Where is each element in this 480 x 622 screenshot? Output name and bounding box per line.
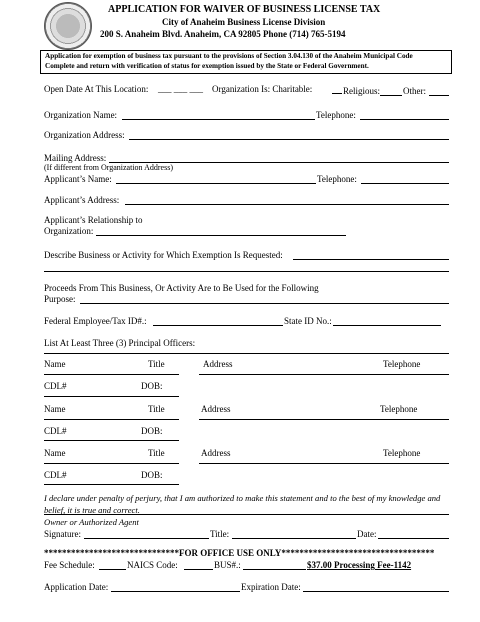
proceeds-label: Proceeds From This Business, Or Activity Are to Be Used for the Following bbox=[44, 283, 319, 293]
applicant-address-label: Applicant’s Address: bbox=[44, 195, 120, 205]
officer-3-dob-label: DOB: bbox=[141, 470, 163, 480]
notice-box bbox=[40, 50, 452, 74]
officer-3-name-label: Name bbox=[44, 448, 66, 458]
signature-field[interactable] bbox=[84, 538, 209, 539]
title-label: Title: bbox=[210, 529, 230, 539]
division-address: 200 S. Anaheim Blvd. Anaheim, CA 92805 Phone (714) 765-5194 bbox=[100, 29, 346, 39]
officer-2-name-field[interactable] bbox=[44, 419, 179, 420]
officer-3-address-label: Address bbox=[201, 448, 231, 458]
naics-code-label: NAICS Code: bbox=[127, 560, 178, 570]
officer-2-cdl-label: CDL# bbox=[44, 426, 67, 436]
state-id-label: State ID No.: bbox=[284, 316, 332, 326]
bus-number-label: BUS#.: bbox=[214, 560, 241, 570]
org-address-field[interactable] bbox=[129, 139, 449, 140]
org-name-label: Organization Name: bbox=[44, 110, 118, 120]
applicant-name-label: Applicant’s Name: bbox=[44, 174, 112, 184]
applicant-telephone-label: Telephone: bbox=[317, 174, 357, 184]
officer-2-telephone-label: Telephone bbox=[380, 404, 418, 414]
officer-1-name-label: Name bbox=[44, 359, 66, 369]
signature-label: Signature: bbox=[44, 529, 81, 539]
naics-code-field[interactable] bbox=[184, 569, 213, 570]
officer-1-dob-label: DOB: bbox=[141, 381, 163, 391]
org-telephone-field[interactable] bbox=[360, 119, 449, 120]
declaration-rule bbox=[44, 514, 449, 515]
notice-line-2: Complete and return with verification of status for exemption issued by the State or Federal Government. bbox=[45, 62, 369, 70]
officer-2-address-label: Address bbox=[201, 404, 231, 414]
other-label: Other: bbox=[403, 86, 426, 96]
officer-1-address-label: Address bbox=[203, 359, 233, 369]
religious-label: Religious: bbox=[343, 86, 381, 96]
officer-3-address-field[interactable] bbox=[199, 463, 449, 464]
officer-2-title-label: Title bbox=[148, 404, 165, 414]
form-title: APPLICATION FOR WAIVER OF BUSINESS LICENSE TAX bbox=[108, 4, 381, 15]
charitable-field[interactable] bbox=[332, 93, 342, 94]
org-type-label: Organization Is: Charitable: bbox=[212, 84, 313, 94]
federal-id-field[interactable] bbox=[153, 325, 283, 326]
relationship-field[interactable] bbox=[96, 235, 346, 236]
officer-1-telephone-label: Telephone bbox=[383, 359, 421, 369]
notice-line-1: Application for exemption of business tax pursuant to the provisions of Section 3.04.130 of the Anaheim Municipal Code bbox=[45, 52, 413, 60]
officer-2-cdl-field[interactable] bbox=[44, 440, 179, 441]
describe-field[interactable] bbox=[293, 259, 449, 260]
mailing-address-label: Mailing Address: bbox=[44, 153, 107, 163]
officer-3-name-field[interactable] bbox=[44, 463, 179, 464]
title-field[interactable] bbox=[232, 538, 356, 539]
fee-schedule-field[interactable] bbox=[99, 569, 126, 570]
application-date-field[interactable] bbox=[111, 591, 240, 592]
date-label: Date: bbox=[357, 529, 377, 539]
expiration-date-label: Expiration Date: bbox=[241, 582, 301, 592]
applicant-name-field[interactable] bbox=[116, 183, 316, 184]
applicant-telephone-field[interactable] bbox=[361, 183, 449, 184]
federal-id-label: Federal Employee/Tax ID#.: bbox=[44, 316, 147, 326]
application-date-label: Application Date: bbox=[44, 582, 109, 592]
org-address-label: Organization Address: bbox=[44, 130, 125, 140]
officer-3-cdl-field[interactable] bbox=[44, 484, 179, 485]
officer-1-name-field[interactable] bbox=[44, 374, 179, 375]
applicant-address-field[interactable] bbox=[125, 204, 449, 205]
org-name-field[interactable] bbox=[122, 119, 315, 120]
expiration-date-field[interactable] bbox=[303, 591, 449, 592]
officer-3-cdl-label: CDL# bbox=[44, 470, 67, 480]
state-id-field[interactable] bbox=[333, 325, 441, 326]
officer-2-dob-label: DOB: bbox=[141, 426, 163, 436]
city-seal-icon bbox=[44, 2, 92, 50]
fee-schedule-label: Fee Schedule: bbox=[44, 560, 95, 570]
org-telephone-label: Telephone: bbox=[316, 110, 356, 120]
officer-1-cdl-label: CDL# bbox=[44, 381, 67, 391]
officer-2-name-label: Name bbox=[44, 404, 66, 414]
religious-field[interactable] bbox=[380, 95, 402, 96]
declaration-text-2: belief, it is true and correct. bbox=[44, 505, 140, 515]
office-use-heading: ******************************FOR OFFICE USE ONLY********************************** bbox=[44, 548, 435, 558]
officer-1-cdl-field[interactable] bbox=[44, 396, 179, 397]
officer-3-title-label: Title bbox=[148, 448, 165, 458]
officer-2-address-field[interactable] bbox=[199, 419, 449, 420]
describe-field-line-2[interactable] bbox=[44, 271, 449, 272]
purpose-label: Purpose: bbox=[44, 294, 76, 304]
officer-separator bbox=[44, 353, 449, 354]
officers-label: List At Least Three (3) Principal Officers: bbox=[44, 338, 196, 348]
mailing-address-note: (If different from Organization Address) bbox=[44, 163, 173, 172]
open-date-field[interactable]: ___ ___ ___ bbox=[158, 84, 203, 94]
purpose-field[interactable] bbox=[80, 303, 449, 304]
officer-1-title-label: Title bbox=[148, 359, 165, 369]
open-date-label: Open Date At This Location: bbox=[44, 84, 149, 94]
date-field[interactable] bbox=[378, 538, 449, 539]
processing-fee: $37.00 Processing Fee-1142 bbox=[307, 560, 412, 570]
other-field[interactable] bbox=[429, 95, 449, 96]
owner-agent-label: Owner or Authorized Agent bbox=[44, 517, 139, 527]
officer-3-telephone-label: Telephone bbox=[383, 448, 421, 458]
declaration-text: I declare under penalty of perjury, that I am authorized to make this statement and to the best of my knowledge and bbox=[44, 493, 441, 503]
relationship-label: Applicant’s Relationship to bbox=[44, 215, 143, 225]
bus-number-field[interactable] bbox=[243, 569, 306, 570]
division-name: City of Anaheim Business License Division bbox=[162, 17, 326, 27]
relationship-label-2: Organization: bbox=[44, 226, 94, 236]
officer-1-address-field[interactable] bbox=[199, 374, 449, 375]
describe-label: Describe Business or Activity for Which Exemption Is Requested: bbox=[44, 250, 283, 260]
